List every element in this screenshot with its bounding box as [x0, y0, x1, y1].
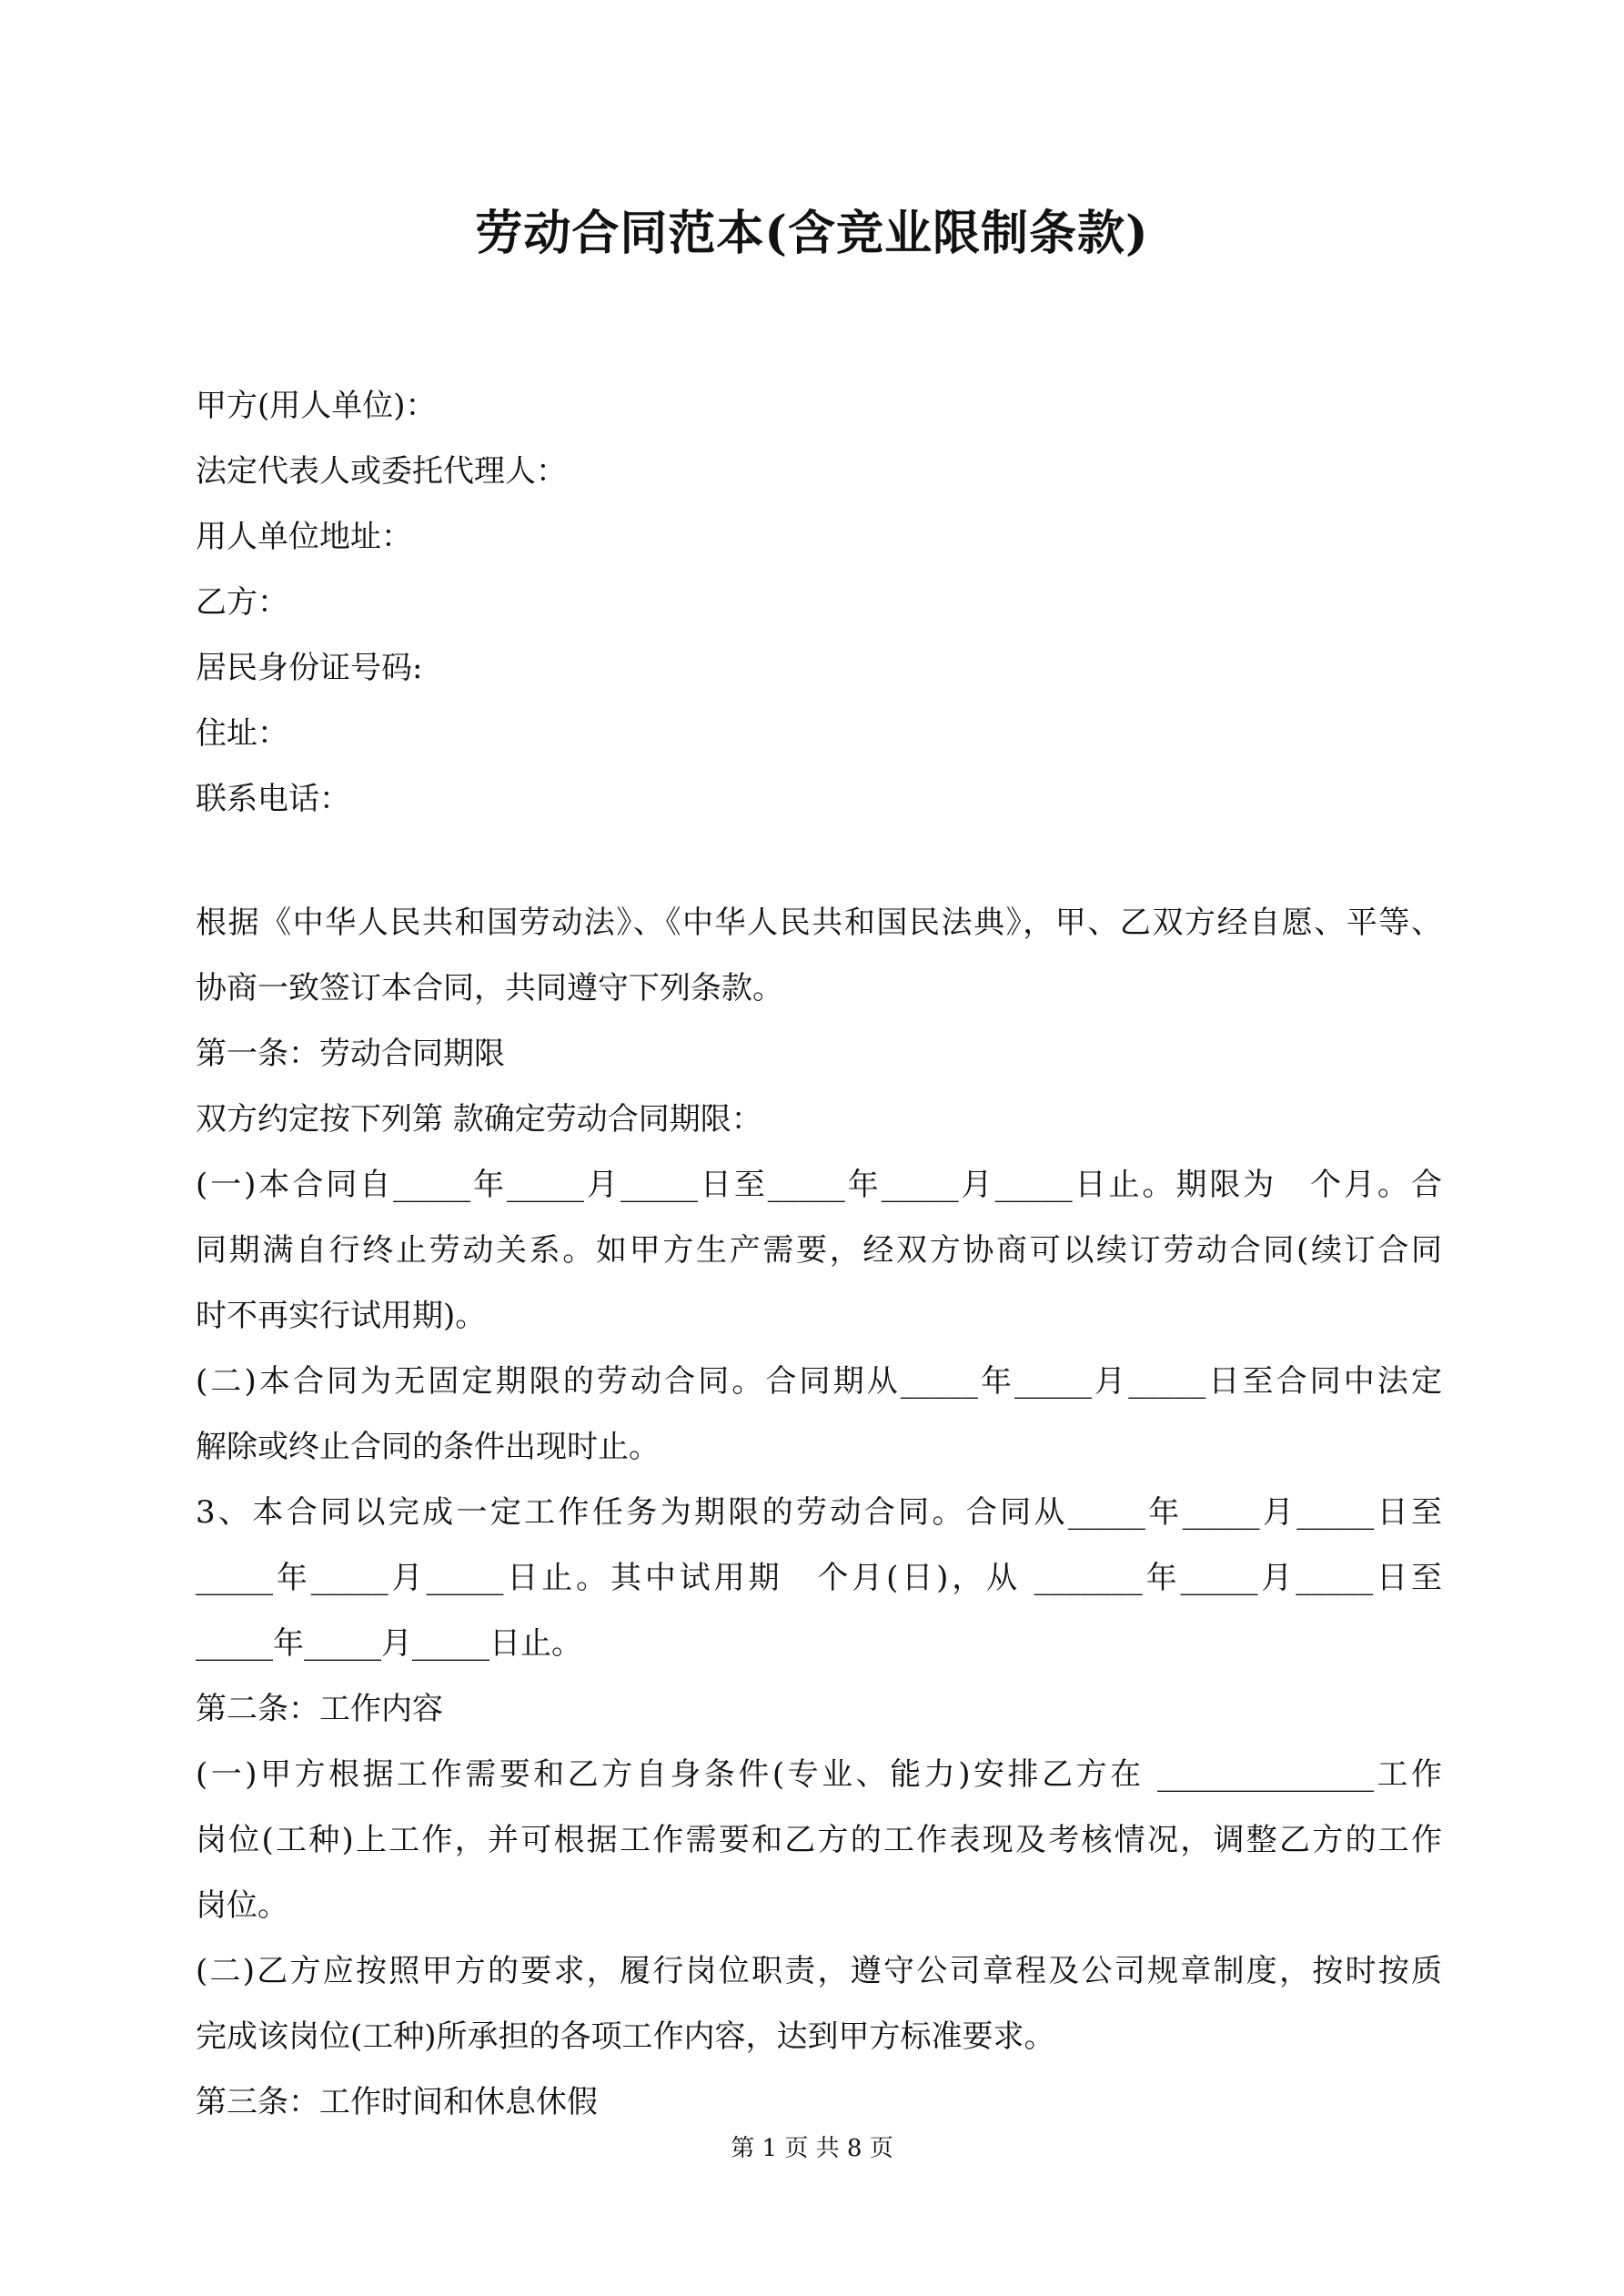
field-phone: 联系电话：	[196, 781, 350, 817]
field-employer-address: 用人单位地址：	[196, 519, 412, 555]
section-heading-3: 第三条：工作时间和休息休假	[196, 2084, 598, 2120]
field-party-b: 乙方：	[196, 584, 288, 621]
field-party-a: 甲方(用人单位)：	[196, 388, 437, 424]
document-title: 劳动合同范本(含竞业限制条款)	[475, 206, 1149, 261]
paragraph-line: 解除或终止合同的条件出现时止。	[196, 1429, 660, 1465]
page-footer: 第 1 页 共 8 页	[731, 2135, 893, 2162]
paragraph-line: (二)本合同为无固定期限的劳动合同。合同期从_____年_____月_____日至合同中法定	[196, 1363, 1442, 1400]
paragraph-line: _____年_____月_____日止。其中试用期 个月(日)，从 _______年_____月_____日至	[196, 1560, 1442, 1596]
paragraph-line: (一)甲方根据工作需要和乙方自身条件(专业、能力)安排乙方在 ______________工作	[196, 1756, 1442, 1793]
paragraph-line: 3、本合同以完成一定工作任务为期限的劳动合同。合同从_____年_____月_____日至	[196, 1494, 1442, 1531]
field-residence-address: 住址：	[196, 715, 288, 752]
paragraph-line: 根据《中华人民共和国劳动法》、《中华人民共和国民法典》，甲、乙双方经自愿、平等、	[196, 905, 1442, 941]
section-heading-1: 第一条：劳动合同期限	[196, 1036, 505, 1072]
field-legal-representative: 法定代表人或委托代理人：	[196, 453, 567, 490]
paragraph-line: 协商一致签订本合同，共同遵守下列条款。	[196, 970, 783, 1006]
paragraph-line: (一)本合同自_____年_____月_____日至_____年_____月_____日止。期限为 个月。合	[196, 1167, 1442, 1203]
paragraph-line: _____年_____月_____日止。	[196, 1625, 582, 1662]
section-heading-2: 第二条：工作内容	[196, 1691, 443, 1727]
paragraph-line: 完成该岗位(工种)所承担的各项工作内容，达到甲方标准要求。	[196, 2018, 1055, 2055]
paragraph-line: 同期满自行终止劳动关系。如甲方生产需要，经双方协商可以续订劳动合同(续订合同	[196, 1232, 1442, 1269]
paragraph-line: (二)乙方应按照甲方的要求，履行岗位职责，遵守公司章程及公司规章制度，按时按质	[196, 1953, 1442, 1989]
paragraph-line: 时不再实行试用期)。	[196, 1298, 487, 1334]
paragraph-line: 双方约定按下列第 款确定劳动合同期限：	[196, 1101, 762, 1138]
paragraph-line: 岗位(工种)上工作，并可根据工作需要和乙方的工作表现及考核情况，调整乙方的工作	[196, 1822, 1442, 1858]
paragraph-line: 岗位。	[196, 1887, 288, 1924]
field-id-number: 居民身份证号码:	[196, 650, 423, 686]
